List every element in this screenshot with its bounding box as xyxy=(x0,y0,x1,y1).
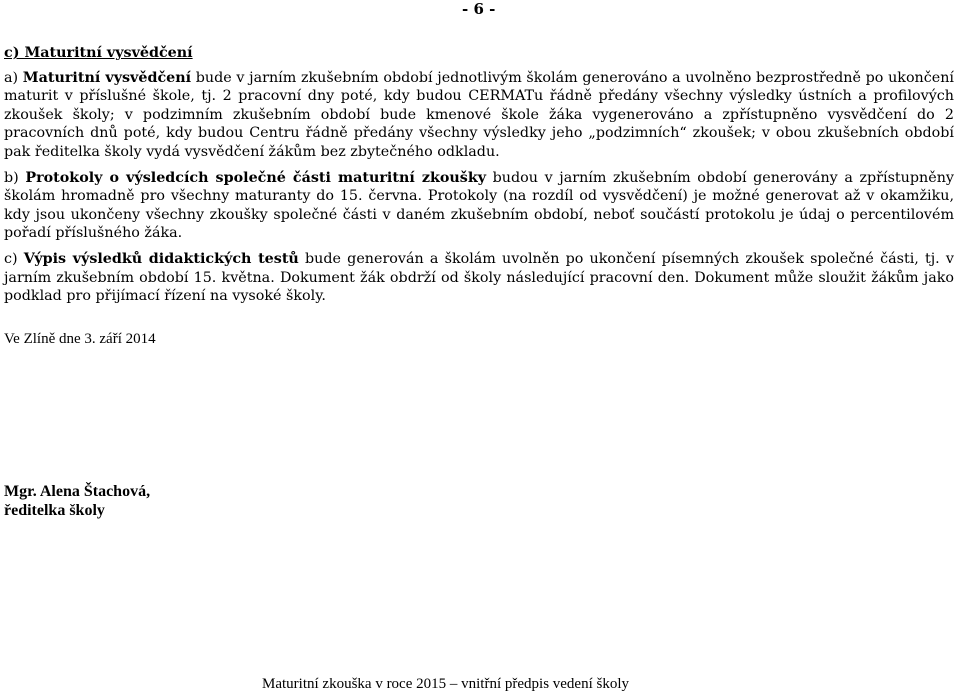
section-heading: c) Maturitní vysvědčení xyxy=(4,45,193,61)
document-body xyxy=(4,44,954,348)
signature-title: ředitelka školy xyxy=(4,502,105,519)
page-number: - 6 - xyxy=(462,0,496,18)
paragraph-c-text: bude generován a školám uvolněn po ukončení písemných zkoušek společné části, tj. v jarním zkušebním období 15. května. Dokument žák obdrží od školy následující pracovní den. Dokument může sloužit žákům jako podklad pro přijímací řízení na vysoké školy. xyxy=(4,250,954,305)
signature-name: Mgr. Alena Štachová, xyxy=(4,483,151,500)
paragraph-c-prefix: c) xyxy=(4,250,24,267)
paragraph-b xyxy=(4,169,954,243)
page-footer: Maturitní zkouška v roce 2015 – vnitřní předpis vedení školy xyxy=(262,676,630,692)
paragraph-c-bold: Výpis výsledků didaktických testů xyxy=(23,250,299,267)
paragraph-a xyxy=(4,69,954,162)
date-line: Ve Zlíně dne 3. září 2014 xyxy=(4,330,156,347)
paragraph-b-bold: Protokoly o výsledcích společné části maturitní zkoušky xyxy=(25,169,487,186)
paragraph-a-bold: Maturitní vysvědčení xyxy=(22,69,192,86)
paragraph-a-prefix: a) xyxy=(4,69,23,86)
paragraph-b-prefix: b) xyxy=(4,169,26,186)
paragraph-a-text: bude v jarním zkušebním období jednotlivým školám generováno a uvolněno bezprostředně po ukončení maturit v příslušné škole, tj. 2 pracovní dny poté, kdy budou CERMATu řádně předány všechny výsledky ústních a profilových zkoušek školy; v podzimním zkušebním období bude kmenové škole žáka vygenerováno a zpřístupněno vysvědčení do 2 pracovních dnů poté, kdy budou Centru řádně předány všechny výsledky jeho „podzimních“ zkoušek; v obou zkušebních období pak ředitelka školy vydá vysvědčení žákům bez zbytečného odkladu. xyxy=(4,69,955,160)
signature-block xyxy=(4,482,150,520)
paragraph-c xyxy=(4,250,954,306)
paragraph-b-text: budou v jarním zkušebním období generovány a zpřístupněny školám hromadně pro všechny maturanty do 15. června. Protokoly (na rozdíl od vysvědčení) je možné generovat až v okamžiku, kdy jsou ukončeny všechny zkoušky společné části v daném zkušebním období, neboť součástí protokolu je údaj o percentilovém pořadí příslušného žáka. xyxy=(4,169,954,242)
